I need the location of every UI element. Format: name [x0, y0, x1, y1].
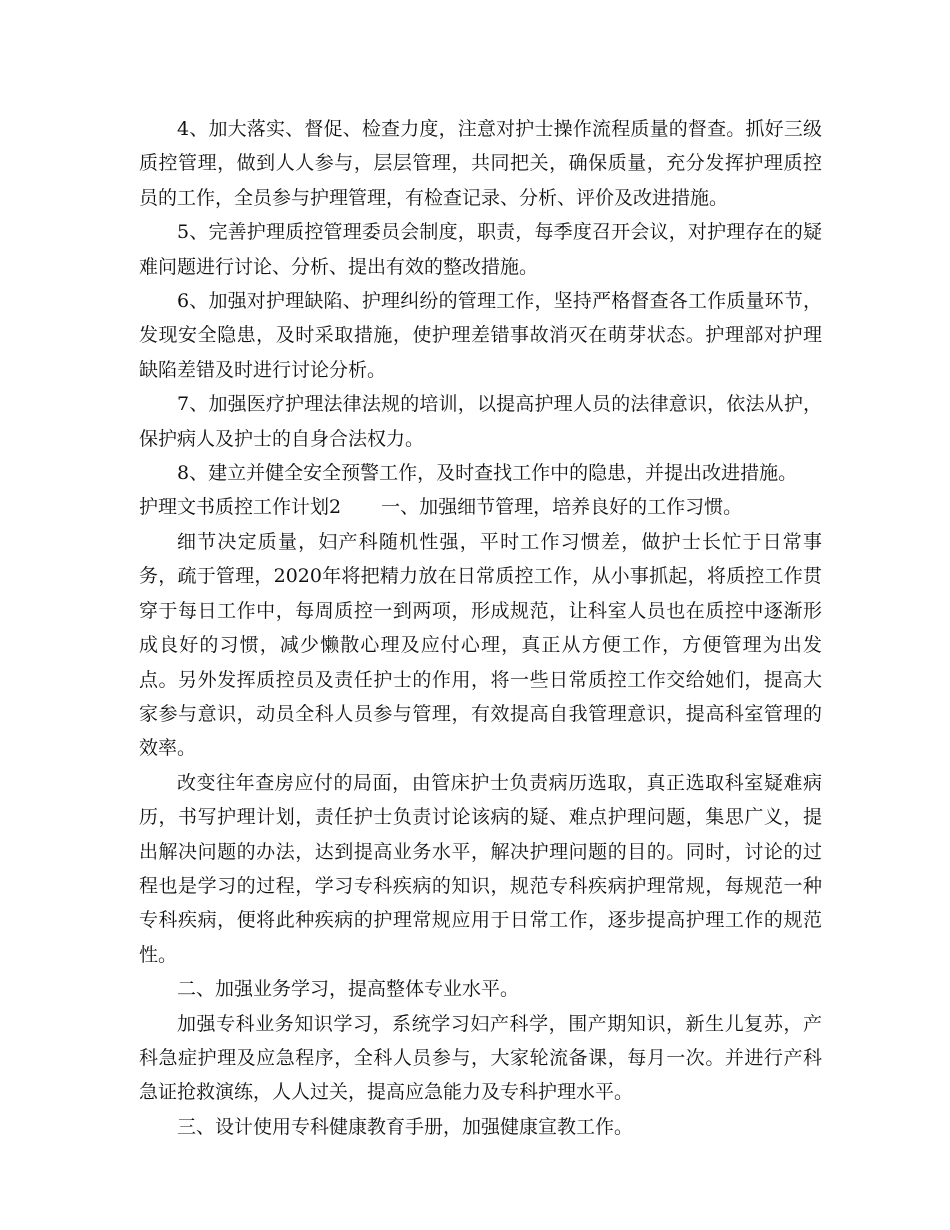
section-title: 护理文书质控工作计划2 [139, 496, 342, 519]
paragraph: 加强专科业务知识学习，系统学习妇产科学，围产期知识，新生儿复苏，产科急症护理及应急程序，全科人员参与，大家轮流备课，每月一次。并进行产科急证抢救演练，人人过关，提高应急能力及专科护理水平。 [139, 1012, 822, 1104]
paragraph: 细节决定质量，妇产科随机性强，平时工作习惯差，做护士长忙于日常事务，疏于管理，2020年将把精力放在日常质控工作，从小事抓起，将质控工作贯穿于每日工作中，每周质控一到两项，形成规范，让科室人员也在质控中逐渐形成良好的习惯，减少懒散心理及应付心理，真正从方便工作，方便管理为出发点。另外发挥质控员及责任护士的作用，将一些日常质控工作交给她们，提高大家参与意识，动员全科人员参与管理，有效提高自我管理意识，提高科室管理的效率。 [139, 530, 822, 760]
paragraph: 三、设计使用专科健康教育手册，加强健康宣教工作。 [177, 1115, 634, 1138]
section-heading-line [139, 490, 822, 524]
paragraph: 5、完善护理质控管理委员会制度，职责，每季度召开会议，对护理存在的疑难问题进行讨论、分析、提出有效的整改措施。 [139, 221, 822, 278]
paragraph: 6、加强对护理缺陷、护理纠纷的管理工作，坚持严格督查各工作质量环节，发现安全隐患，及时采取措施，使护理差错事故消灭在萌芽状态。护理部对护理缺陷差错及时进行讨论分析。 [139, 290, 822, 381]
paragraph: 4、加大落实、督促、检查力度，注意对护士操作流程质量的督查。抓好三级质控管理，做到人人参与，层层管理，共同把关，确保质量，充分发挥护理质控员的工作，全员参与护理管理，有检查记录、分析、评价及改进措施。 [139, 118, 822, 209]
paragraph: 8、建立并健全安全预警工作，及时查找工作中的隐患，并提出改进措施。 [177, 462, 798, 485]
paragraph: 改变往年查房应付的局面，由管床护士负责病历选取，真正选取科室疑难病历，书写护理计划，责任护士负责讨论该病的疑、难点护理问题，集思广义，提出解决问题的办法，达到提高业务水平，解决护理问题的目的。同时，讨论的过程也是学习的过程，学习专科疾病的知识，规范专科疾病护理常规，每规范一种专科疾病，便将此种疾病的护理常规应用于日常工作，逐步提高护理工作的规范性。 [139, 771, 822, 966]
section-first-point: 一、加强细节管理，培养良好的工作习惯。 [381, 496, 743, 519]
paragraph: 二、加强业务学习，提高整体专业水平。 [177, 978, 520, 1001]
paragraph: 7、加强医疗护理法律法规的培训，以提高护理人员的法律意识，依法从护，保护病人及护士的自身合法权力。 [139, 393, 822, 450]
